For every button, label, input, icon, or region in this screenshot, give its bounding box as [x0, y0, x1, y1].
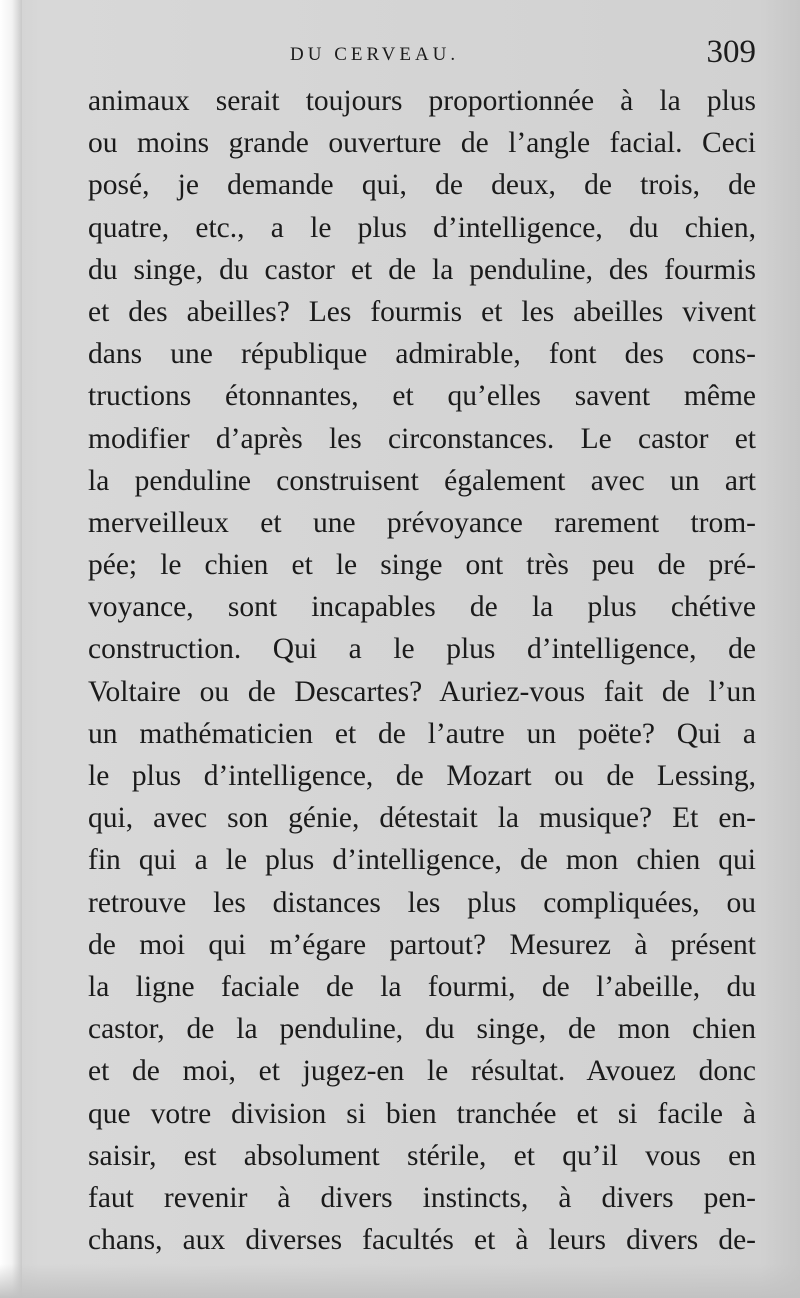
- text-line: pée; le chien et le singe ont très peu de pré-: [88, 549, 756, 582]
- text-line: la ligne faciale de la fourmi, de l’abeille, du: [88, 970, 756, 1003]
- text-line: un mathématicien et de l’autre un poëte? Qui a: [88, 717, 756, 750]
- text-line: modifier d’après les circonstances. Le castor et: [88, 422, 756, 455]
- text-line: que votre division si bien tranchée et si facile à: [88, 1097, 756, 1130]
- text-line: construction. Qui a le plus d’intelligence, de: [88, 633, 756, 666]
- text-line: et des abeilles? Les fourmis et les abeilles vivent: [88, 295, 756, 328]
- text-line: quatre, etc., a le plus d’intelligence, du chien,: [88, 211, 756, 244]
- text-line: Voltaire ou de Descartes? Auriez-vous fait de l’un: [88, 675, 756, 708]
- text-line: fin qui a le plus d’intelligence, de mon chien qui: [88, 844, 756, 877]
- text-line: de moi qui m’égare partout? Mesurez à présent: [88, 928, 756, 961]
- text-line: chans, aux diverses facultés et à leurs divers de-: [88, 1224, 756, 1257]
- text-line: du singe, du castor et de la penduline, des fourmis: [88, 253, 756, 286]
- page-number: 309: [706, 34, 756, 70]
- running-head: DU CERVEAU.: [290, 44, 460, 65]
- text-line: posé, je demande qui, de deux, de trois, de: [88, 169, 756, 202]
- text-line: retrouve les distances les plus compliquées, ou: [88, 886, 756, 919]
- text-line: animaux serait toujours proportionnée à la plus: [88, 85, 756, 117]
- text-line: et de moi, et jugez-en le résultat. Avouez donc: [88, 1055, 756, 1088]
- text-line: merveilleux et une prévoyance rarement trom-: [88, 506, 756, 539]
- text-line: le plus d’intelligence, de Mozart ou de Lessing,: [88, 760, 756, 792]
- text-line: ou moins grande ouverture de l’angle facial. Ceci: [88, 127, 756, 160]
- text-line: la penduline construisent également avec un art: [88, 464, 756, 497]
- text-line: saisir, est absolument stérile, et qu’il vous en: [88, 1139, 756, 1172]
- page-header: [0, 34, 800, 78]
- text-line: tructions étonnantes, et qu’elles savent même: [88, 380, 756, 413]
- text-line: castor, de la penduline, du singe, de mon chien: [88, 1013, 756, 1046]
- text-line: faut revenir à divers instincts, à divers pen-: [88, 1181, 756, 1214]
- text-line: qui, avec son génie, détestait la musique? Et en-: [88, 802, 756, 835]
- body-text: [88, 80, 756, 1261]
- page-bottom-shadow: [0, 1264, 800, 1298]
- text-line: dans une république admirable, font des cons-: [88, 338, 756, 371]
- page-gutter-shadow: [0, 0, 22, 1298]
- text-line: voyance, sont incapables de la plus chétive: [88, 591, 756, 624]
